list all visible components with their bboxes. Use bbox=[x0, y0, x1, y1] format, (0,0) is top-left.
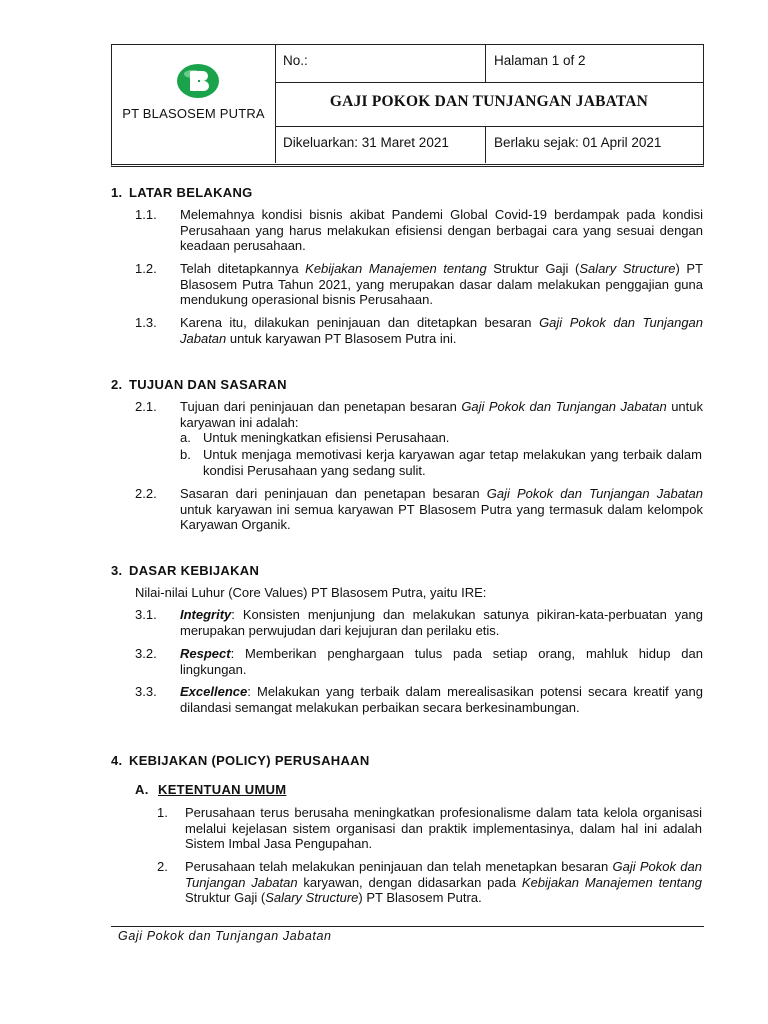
section-intro: Nilai-nilai Luhur (Core Values) PT Blasosem Putra, yaitu IRE: bbox=[135, 585, 487, 600]
document-page: PT BLASOSEM PUTRA No.: Halaman 1 of 2 GAJI POKOK DAN TUNJANGAN JABATAN Dikeluarkan: 31 Maret 2021 Berlaku sejak: 01 April 2021 1. LATAR BELAKANG 1.1. Melemahnya kondisi bisnis akibat Pandemi Global Covid-19 berdampak pada kondisi Perusahaan yang harus melakukan efisiensi dengan berbagai cara yang sesuai dengan keadaan perusahaan. 1.2. Telah ditetapkannya Kebijakan Manajemen tentang Struktur Gaji (Salary Structure) PT Blasosem Putra Tahun 2021, yang merupakan dasar dalam melakukan penggajian guna mendukung operasional bisnis Perusahaan. 1.3. Karena itu, dilakukan peninjauan dan ditetapkan besaran Gaji Pokok dan Tunjangan Jabatan untuk karyawan PT Blasosem Putra ini. 2. TUJUAN DAN SASARAN 2.1. Tujuan dari peninjauan dan penetapan besaran Gaji Pokok dan Tunjangan Jabatan untuk karyawan ini adalah: a. Untuk meningkatkan efisiensi Perusahaan. b. Untuk menjaga memotivasi kerja karyawan agar tetap melakukan yang terbaik dalam kondisi Perusahaan yang sedang sulit. 2.2. Sasaran dari peninjauan dan penetapan besaran Gaji Pokok dan Tunjangan Jabatan untuk karyawan ini semua karyawan PT Blasosem Putra yang termasuk dalam kelompok Karyawan Organik. 3. DASAR KEBIJAKAN Nilai-nilai Luhur (Core Values) PT Blasosem Putra, yaitu IRE: 3.1. Integrity: Konsisten menjunjung dan melakukan satunya pikiran-kata-perbuatan yang merupakan perwujudan dari kejujuran dan perilaku etis. 3.2. Respect: Memberikan penghargaan tulus pada setiap orang, mahluk hidup dan lingkungan. 3.3. Excellence: Melakukan yang terbaik dalam merealisasikan potensi secara kreatif yang dilandasi semangat melakukan perbaikan secara berkesinambungan. 4. KEBIJAKAN (POLICY) PERUSAHAAN A. KETENTUAN UMUM 1. Perusahaan terus berusaha meningkatkan profesionalisme dalam tata kelola organisasi melalui kejelasan sistem organisasi dan praktik implementasinya, dalam hal ini adalah Sistem Imbal Jasa Pengupahan. 2. Perusahaan telah melakukan peninjauan dan telah menetapkan besaran Gaji Pokok dan Tunjangan Jabatan karyawan, dengan didasarkan pada Kebijakan Manajemen tentang Struktur Gaji (Salary Structure) PT Blasosem Putra. Gaji Pokok dan Tunjangan Jabatan bbox=[0, 0, 768, 1024]
issued-date: Dikeluarkan: 31 Maret 2021 bbox=[283, 135, 449, 150]
effective-date: Berlaku sejak: 01 April 2021 bbox=[494, 135, 662, 150]
title-cell bbox=[275, 83, 703, 127]
document-header-table bbox=[111, 44, 704, 167]
logo-cell bbox=[112, 45, 276, 163]
section-heading: 2. TUJUAN DAN SASARAN bbox=[111, 377, 287, 392]
page-footer: Gaji Pokok dan Tunjangan Jabatan bbox=[118, 929, 332, 943]
section-heading: 3. DASAR KEBIJAKAN bbox=[111, 563, 260, 578]
company-logo-icon bbox=[176, 63, 220, 99]
footer-divider bbox=[111, 926, 704, 927]
doc-number-label: No.: bbox=[283, 53, 308, 68]
page-number: Halaman 1 of 2 bbox=[494, 53, 586, 68]
section-heading: 1. LATAR BELAKANG bbox=[111, 185, 253, 200]
section-heading: 4. KEBIJAKAN (POLICY) PERUSAHAAN bbox=[111, 753, 370, 768]
doc-number-cell bbox=[275, 45, 486, 83]
issued-date-cell bbox=[275, 127, 486, 163]
company-name: PT BLASOSEM PUTRA bbox=[122, 106, 265, 121]
effective-date-cell bbox=[486, 127, 703, 163]
page-number-cell bbox=[486, 45, 703, 83]
document-title: GAJI POKOK DAN TUNJANGAN JABATAN bbox=[329, 93, 649, 110]
subsection-heading: A. KETENTUAN UMUM bbox=[135, 782, 287, 797]
